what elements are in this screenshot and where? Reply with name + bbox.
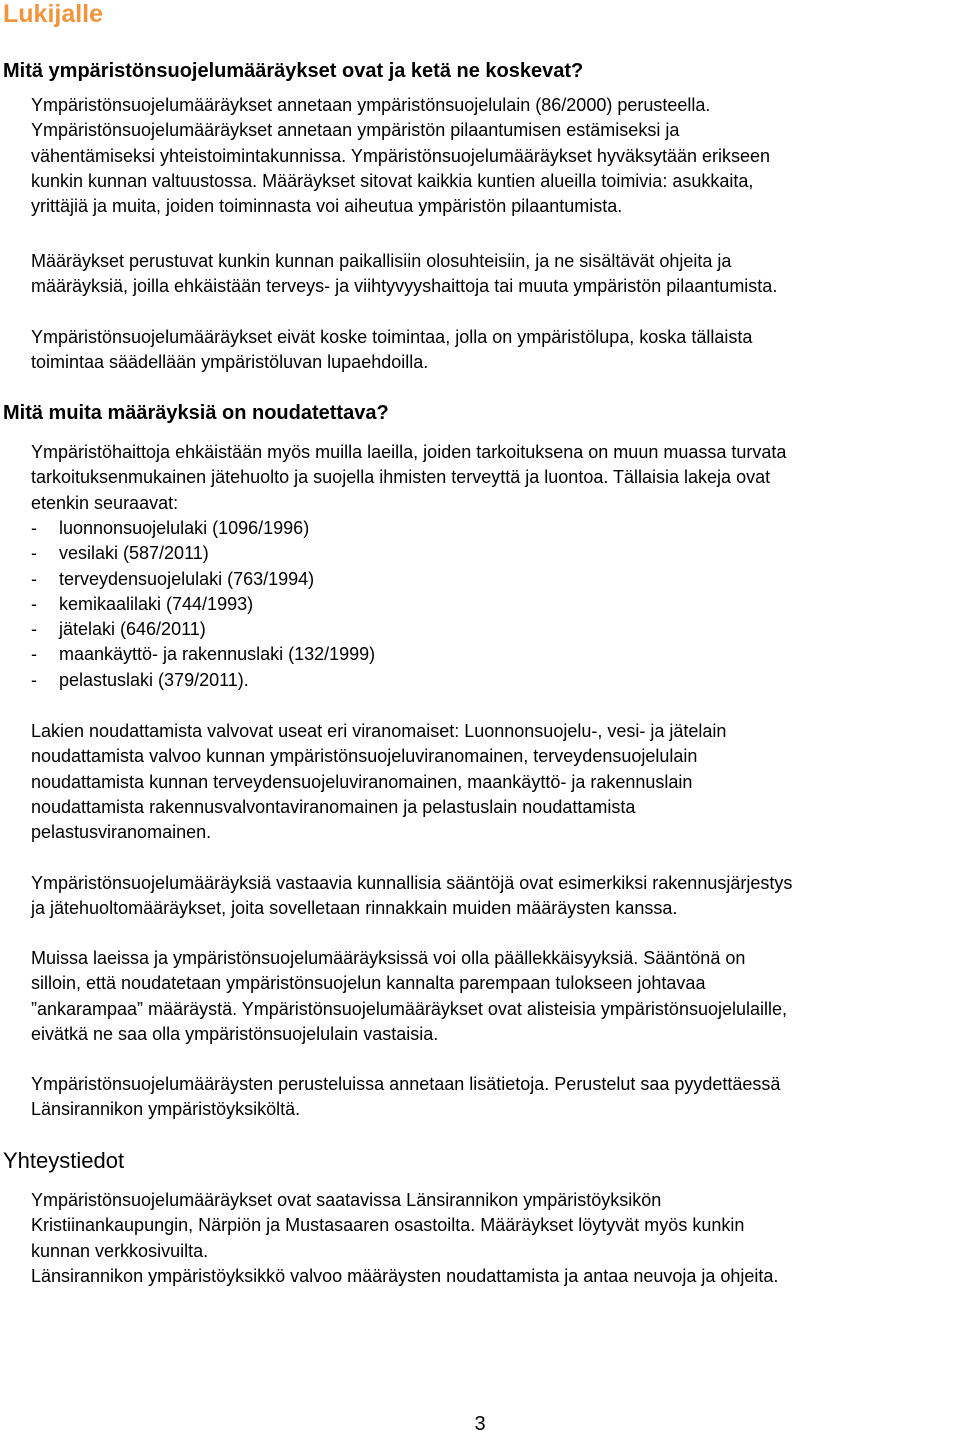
list-marker: -	[31, 518, 37, 538]
list-item-text: pelastuslaki (379/2011).	[59, 669, 249, 690]
text-line: ”ankarampaa” määräystä. Ympäristönsuojelumääräykset ovat alisteisia ympäristönsuojelulaille,	[31, 998, 788, 1019]
text-line: Ympäristönsuojelumääräykset eivät koske toimintaa, jolla on ympäristölupa, koska tällaista	[31, 327, 753, 347]
list-marker: -	[31, 568, 37, 589]
text-line: Lakien noudattamista valvovat useat eri viranomaiset: Luonnonsuojelu-, vesi- ja jätelain	[31, 721, 727, 741]
list-item	[31, 668, 375, 693]
list-marker: -	[31, 543, 37, 564]
text-line: etenkin seuraavat:	[31, 492, 179, 513]
paragraph-authorities	[31, 719, 960, 845]
paragraph-municipal-rules	[31, 871, 960, 922]
list-item	[31, 541, 375, 566]
text-line: toimintaa säädellään ympäristöluvan lupaehdoilla.	[31, 352, 429, 373]
list-marker: -	[31, 619, 37, 640]
paragraph-justifications	[31, 1072, 960, 1123]
text-line: Määräykset perustuvat kunkin kunnan paikallisiin olosuhteisiin, ja ne sisältävät ohjeita ja	[31, 251, 732, 271]
text-line: Ympäristönsuojelumääräykset annetaan ympäristönsuojelulain (86/2000) perusteella.	[31, 95, 711, 115]
text-line: ja jätehuoltomääräykset, joita sovelletaan rinnakkain muiden määräysten kanssa.	[31, 898, 678, 919]
text-line: Ympäristöhaittoja ehkäistään myös muilla laeilla, joiden tarkoituksena on muun muassa turvata	[31, 442, 787, 462]
list-item	[31, 567, 375, 592]
list-item	[31, 516, 375, 541]
list-item-text: jätelaki (646/2011)	[59, 619, 206, 640]
paragraph-contact	[31, 1188, 960, 1289]
text-line: eivätkä ne saa olla ympäristönsuojelulain vastaisia.	[31, 1023, 439, 1044]
list-item	[31, 642, 375, 667]
section-heading-regulations: Mitä ympäristönsuojelumääräykset ovat ja ketä ne koskevat?	[3, 60, 584, 82]
list-marker: -	[31, 669, 37, 690]
text-line: vähentämiseksi yhteistoimintakunnissa. Ympäristönsuojelumääräykset hyväksytään erikseen	[31, 145, 771, 166]
text-line: tarkoituksenmukainen jätehuolto ja suojella ihmisten terveyttä ja luontoa. Tällaisia lakeja ovat	[31, 467, 771, 488]
paragraph-local-conditions	[31, 249, 960, 300]
list-marker: -	[31, 593, 37, 614]
text-line: Ympäristönsuojelumääräysten perusteluissa annetaan lisätietoja. Perustelut saa pyydettäessä	[31, 1074, 781, 1094]
list-item-text: vesilaki (587/2011)	[59, 543, 209, 564]
text-line: kunkin kunnan valtuustossa. Määräykset sitovat kaikkia kuntien alueilla toimivia: asukkaita,	[31, 170, 754, 191]
paragraph-environmental-permit	[31, 325, 960, 376]
text-line: silloin, että noudatetaan ympäristönsuojelun kannalta parempaan tulokseen johtavaa	[31, 973, 706, 994]
laws-list	[31, 516, 375, 693]
text-line: Muissa laeissa ja ympäristönsuojelumääräyksissä voi olla päällekkäisyyksiä. Sääntönä on	[31, 948, 746, 968]
list-item	[31, 617, 375, 642]
list-item-text: terveydensuojelulaki (763/1994)	[59, 568, 315, 589]
text-line: pelastusviranomainen.	[31, 822, 212, 843]
list-item-text: luonnonsuojelulaki (1096/1996)	[59, 518, 310, 538]
text-line: Ympäristönsuojelumääräykset annetaan ympäristön pilaantumisen estämiseksi ja	[31, 120, 680, 141]
page-title: Lukijalle	[3, 0, 104, 28]
text-line: yrittäjiä ja muita, joiden toiminnasta voi aiheutua ympäristön pilaantumista.	[31, 196, 623, 217]
paragraph-other-laws	[31, 440, 960, 516]
list-item-text: maankäyttö- ja rakennuslaki (132/1999)	[59, 644, 376, 665]
text-line: noudattamista valvoo kunnan ympäristönsuojeluviranomainen, terveydensuojelulain	[31, 746, 698, 767]
section-heading-contact: Yhteystiedot	[3, 1148, 125, 1173]
list-item-text: kemikaalilaki (744/1993)	[59, 593, 254, 614]
text-line: Ympäristönsuojelumääräykset ovat saatavissa Länsirannikon ympäristöyksikön	[31, 1190, 662, 1210]
paragraph-overlaps	[31, 946, 960, 1047]
text-line: noudattamista rakennusvalvontaviranomainen ja pelastuslain noudattamista	[31, 796, 636, 817]
paragraph-regulations-intro	[31, 93, 960, 219]
text-line: Länsirannikon ympäristöyksiköltä.	[31, 1099, 301, 1120]
text-line: kunnan verkkosivuilta.	[31, 1240, 209, 1261]
list-marker: -	[31, 644, 37, 665]
text-line: Kristiinankaupungin, Närpiön ja Mustasaaren osastoilta. Määräykset löytyvät myös kunkin	[31, 1215, 745, 1236]
list-item	[31, 592, 375, 617]
text-line: noudattamista kunnan terveydensuojeluviranomainen, maankäyttö- ja rakennuslain	[31, 771, 693, 792]
text-line: Ympäristönsuojelumääräyksiä vastaavia kunnallisia sääntöjä ovat esimerkiksi rakennusjärjestys	[31, 873, 793, 893]
section-heading-other-regulations: Mitä muita määräyksiä on noudatettava?	[3, 402, 389, 424]
text-line: Länsirannikon ympäristöyksikkö valvoo määräysten noudattamista ja antaa neuvoja ja ohjeita.	[31, 1265, 779, 1286]
text-line: määräyksiä, joilla ehkäistään terveys- ja viihtyvyyshaittoja tai muuta ympäristön pilaantumista.	[31, 276, 778, 297]
page-number: 3	[474, 1413, 486, 1435]
